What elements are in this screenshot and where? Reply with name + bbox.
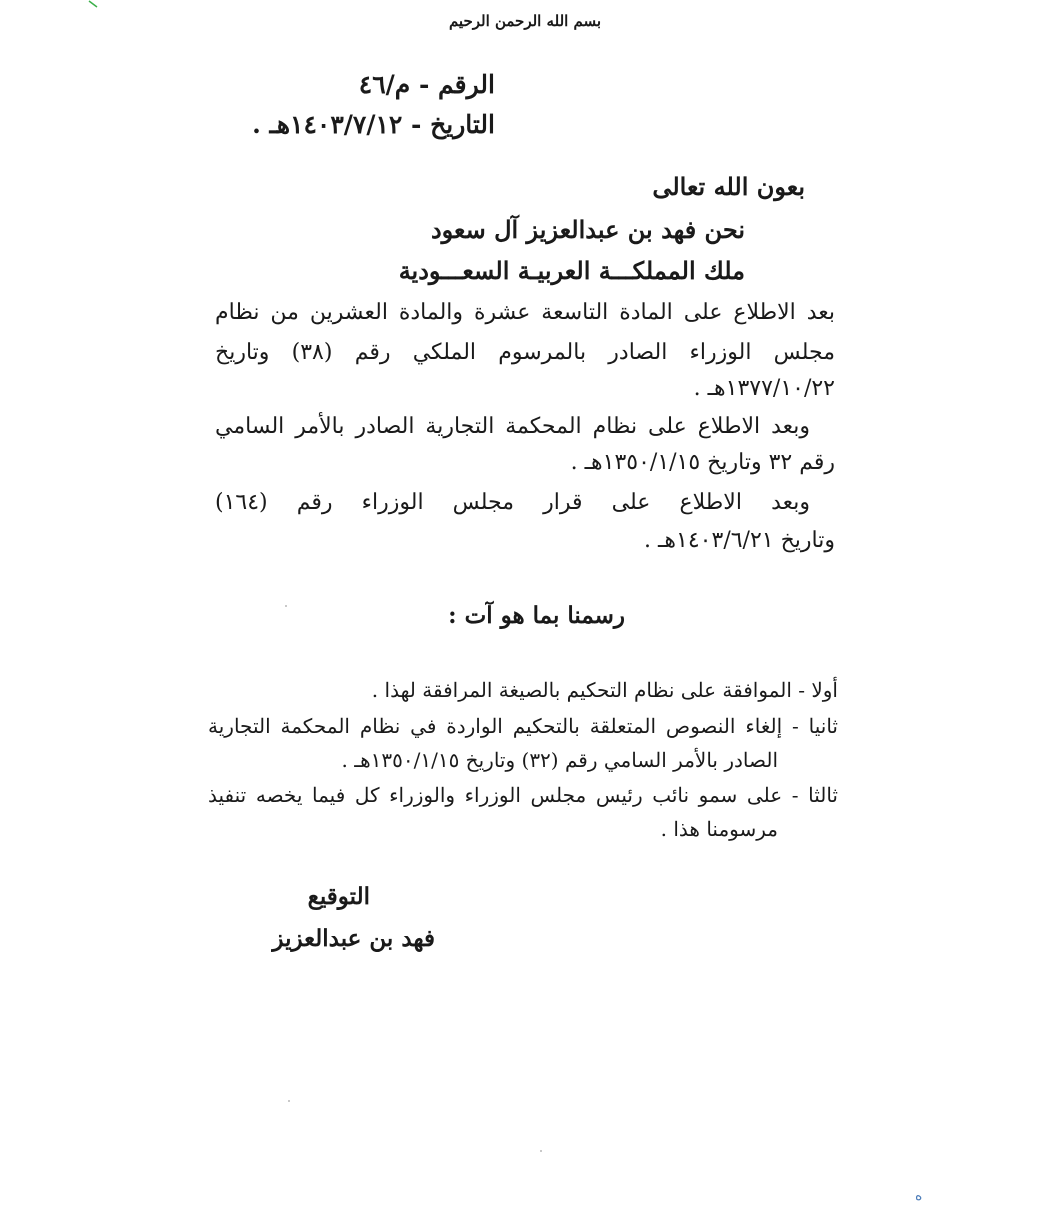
preamble-p1-line3: ١٣٧٧/١٠/٢٢هـ . (693, 376, 835, 401)
item-third-line2: مرسومنا هذا . (660, 817, 778, 841)
corner-pen-mark-icon (88, 0, 98, 8)
decree-heading: رسمنا بما هو آت : (448, 602, 625, 629)
item-third-line1: ثالثا - على سمو نائب رئيس مجلس الوزراء والوزراء كل فيما يخصه تنفيذ (208, 783, 838, 807)
reference-number: الرقم - م/٤٦ (358, 70, 495, 99)
preamble-p1-line2: مجلس الوزراء الصادر بالمرسوم الملكي رقم (٣٨) وتاريخ (215, 340, 836, 365)
reference-date: التاريخ - ١٤٠٣/٧/١٢هـ . (252, 110, 495, 139)
scan-speck (285, 605, 287, 607)
preamble-p3-line2: وتاريخ ١٤٠٣/٦/٢١هـ . (644, 528, 835, 553)
preamble-p3-line1: وبعد الاطلاع على قرار مجلس الوزراء رقم (١٦٤) (215, 490, 810, 515)
preamble-p1-line1: بعد الاطلاع على المادة التاسعة عشرة والمادة العشرين من نظام (215, 300, 835, 325)
preamble-p2-line1: وبعد الاطلاع على نظام المحكمة التجارية الصادر بالأمر السامي (215, 414, 810, 439)
scan-speck (540, 1150, 542, 1152)
item-second-line2: الصادر بالأمر السامي رقم (٣٢) وتاريخ ١٣٥٠/١/١٥هـ . (341, 748, 778, 772)
signature-label: التوقيع (307, 883, 370, 910)
issuer-name: نحن فهد بن عبدالعزيز آل سعود (430, 215, 745, 244)
king-title: ملك المملكـــة العربيـة السعـــودية (398, 256, 745, 285)
signature-name: فهد بن عبدالعزيز (272, 925, 435, 952)
item-second-line1: ثانيا - إلغاء النصوص المتعلقة بالتحكيم الواردة في نظام المحكمة التجارية (208, 714, 838, 738)
basmala: بسم الله الرحمن الرحيم (448, 12, 602, 30)
invocation: بعون الله تعالى (652, 172, 805, 201)
page-marker: ه (915, 1188, 923, 1204)
preamble-p2-line2: رقم ٣٢ وتاريخ ١٣٥٠/١/١٥هـ . (570, 450, 835, 475)
scan-speck (288, 1100, 290, 1102)
item-first: أولا - الموافقة على نظام التحكيم بالصيغة المرافقة لهذا . (371, 678, 838, 702)
